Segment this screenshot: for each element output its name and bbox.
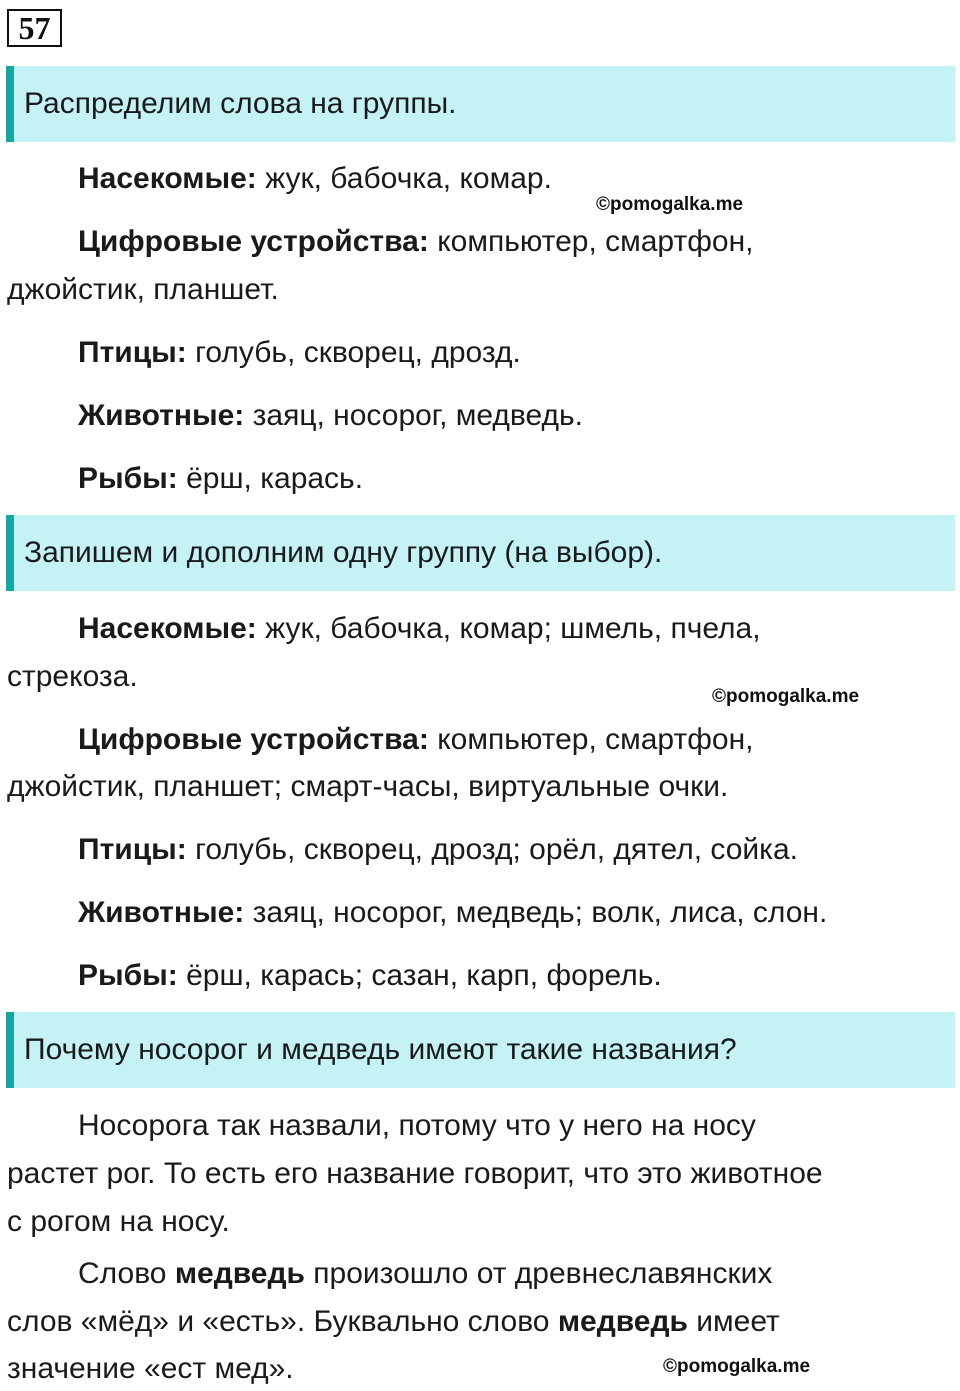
group-label: Цифровые устройства: <box>78 225 429 258</box>
group-label: Птицы: <box>78 833 187 866</box>
group-animals <box>78 895 827 931</box>
task-number: 57 <box>7 9 62 47</box>
group-devices <box>78 224 753 260</box>
group-text: ёрш, карась; сазан, карп, форель. <box>177 959 662 992</box>
section-header-1: Распределим слова на группы. <box>6 66 955 142</box>
bold-word: медведь <box>174 1257 305 1290</box>
group-label: Животные: <box>78 896 245 929</box>
group-label: Насекомые: <box>78 612 257 645</box>
group-label: Рыбы: <box>78 959 178 992</box>
group-label: Рыбы: <box>78 462 178 495</box>
group-text: жук, бабочка, комар; шмель, пчела, <box>256 612 761 645</box>
paragraph-line: значение «ест мед». <box>7 1352 294 1385</box>
watermark: ©pomogalka.me <box>596 194 744 215</box>
text-run: слов «мёд» и «есть». Буквально слово <box>7 1305 558 1338</box>
group-birds <box>78 335 521 371</box>
paragraph-line: Носорога так назвали, потому что у него на носу <box>78 1109 756 1142</box>
group-fish <box>78 461 363 497</box>
paragraph-line <box>7 1304 780 1340</box>
group-insects <box>78 161 552 197</box>
group-text: заяц, носорог, медведь; волк, лиса, слон. <box>244 896 828 929</box>
section-header-2: Запишем и дополним одну группу (на выбор). <box>6 515 955 591</box>
section-header-3: Почему носорог и медведь имеют такие названия? <box>6 1012 955 1088</box>
group-label: Животные: <box>78 399 245 432</box>
group-label: Птицы: <box>78 336 187 369</box>
group-birds <box>78 832 798 868</box>
watermark: ©pomogalka.me <box>663 1356 811 1377</box>
group-insects-cont: стрекоза. <box>7 660 138 693</box>
group-text: компьютер, смартфон, <box>428 225 754 258</box>
group-fish <box>78 958 662 994</box>
group-devices-cont: джойстик, планшет. <box>7 273 279 306</box>
text-run: произошло от древнеславянских <box>304 1257 773 1290</box>
group-text: ёрш, карась. <box>177 462 364 495</box>
group-text: заяц, носорог, медведь. <box>244 399 584 432</box>
group-text: жук, бабочка, комар. <box>256 162 552 195</box>
group-label: Цифровые устройства: <box>78 723 429 756</box>
text-run: имеет <box>687 1305 780 1338</box>
group-text: голубь, скворец, дрозд. <box>186 336 521 369</box>
group-text: голубь, скворец, дрозд; орёл, дятел, сойка. <box>186 833 798 866</box>
group-devices-cont: джойстик, планшет; смарт-часы, виртуальные очки. <box>7 770 729 803</box>
group-label: Насекомые: <box>78 162 257 195</box>
paragraph-line: с рогом на носу. <box>7 1205 230 1238</box>
paragraph-line <box>78 1256 772 1292</box>
paragraph-line: растет рог. То есть его название говорит, что это животное <box>7 1157 823 1190</box>
group-insects <box>78 611 761 647</box>
text-run: Слово <box>78 1257 175 1290</box>
group-animals <box>78 398 583 434</box>
bold-word: медведь <box>557 1305 688 1338</box>
watermark: ©pomogalka.me <box>712 686 860 707</box>
group-text: компьютер, смартфон, <box>428 723 754 756</box>
group-devices <box>78 722 753 758</box>
